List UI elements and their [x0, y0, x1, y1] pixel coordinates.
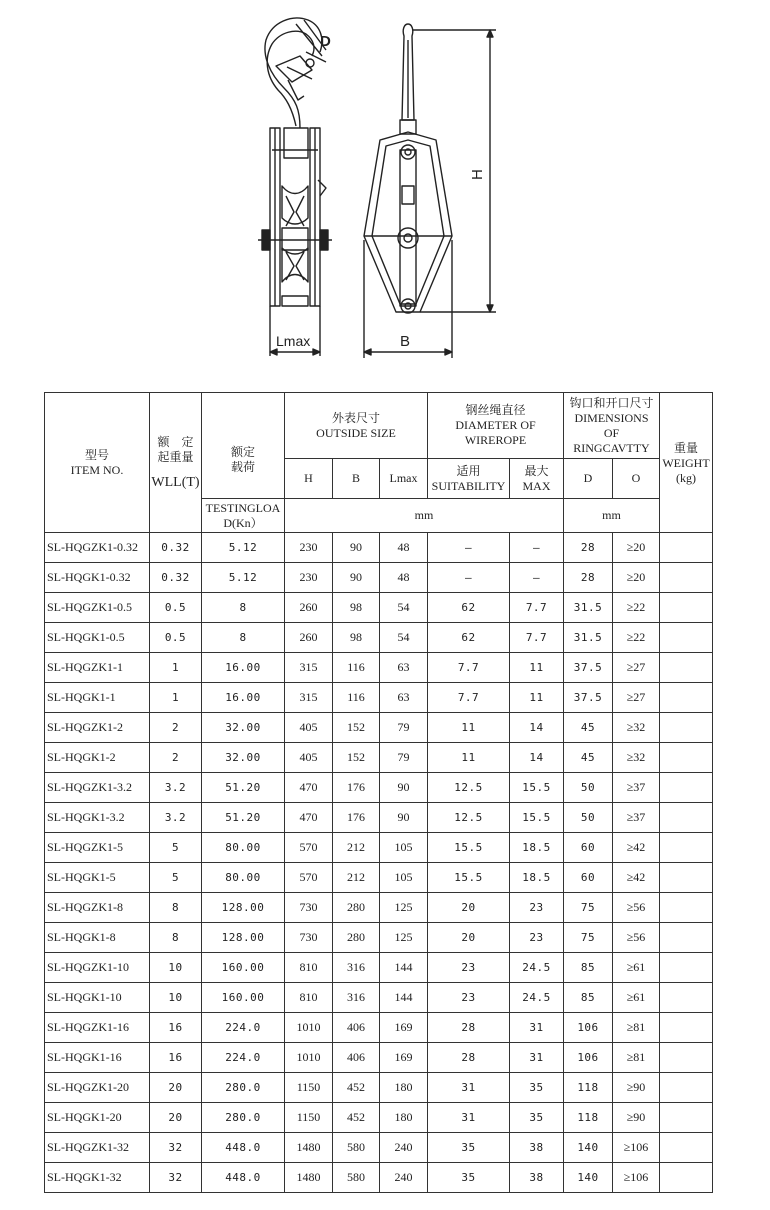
- cell-b: 98: [333, 593, 380, 623]
- header-wll: 额 定 起重量 WLL(T): [150, 393, 202, 533]
- cell-o: ≥61: [613, 983, 660, 1013]
- unit-mm-dimensions: mm: [285, 499, 564, 533]
- cell-max: 18.5: [510, 863, 564, 893]
- cell-lmax: 54: [380, 593, 428, 623]
- cell-suitability: —: [428, 563, 510, 593]
- cell-testing-load: 8: [202, 593, 285, 623]
- cell-h: 315: [285, 683, 333, 713]
- cell-h: 260: [285, 623, 333, 653]
- cell-suitability: 31: [428, 1073, 510, 1103]
- cell-b: 98: [333, 623, 380, 653]
- header-o: O: [613, 459, 660, 499]
- cell-d: 37.5: [564, 653, 613, 683]
- cell-wll: 3.2: [150, 803, 202, 833]
- dimension-label-h: H: [469, 169, 486, 180]
- table-row: [45, 623, 713, 653]
- cell-o: ≥56: [613, 893, 660, 923]
- cell-max: 24.5: [510, 983, 564, 1013]
- cell-o: ≥32: [613, 743, 660, 773]
- header-ring-cavity: 钩口和开口尺寸 DIMENSIONS OF RINGCAVTTY: [564, 393, 660, 459]
- cell-item: SL-HQGK1-0.32: [45, 563, 150, 593]
- cell-suitability: 11: [428, 743, 510, 773]
- cell-o: ≥37: [613, 803, 660, 833]
- cell-d: 60: [564, 833, 613, 863]
- cell-b: 212: [333, 833, 380, 863]
- cell-lmax: 180: [380, 1103, 428, 1133]
- dimension-label-d: D: [320, 33, 331, 50]
- cell-max: 23: [510, 923, 564, 953]
- cell-b: 176: [333, 773, 380, 803]
- table-row: [45, 833, 713, 863]
- table-row: [45, 653, 713, 683]
- cell-d: 140: [564, 1133, 613, 1163]
- cell-weight: [660, 893, 713, 923]
- cell-suitability: 62: [428, 623, 510, 653]
- cell-b: 116: [333, 653, 380, 683]
- cell-testing-load: 224.0: [202, 1043, 285, 1073]
- cell-h: 260: [285, 593, 333, 623]
- cell-item: SL-HQGK1-0.5: [45, 623, 150, 653]
- cell-lmax: 48: [380, 563, 428, 593]
- header-outside-size: 外表尺寸 OUTSIDE SIZE: [285, 393, 428, 459]
- table-row: [45, 953, 713, 983]
- cell-item: SL-HQGK1-10: [45, 983, 150, 1013]
- cell-b: 580: [333, 1133, 380, 1163]
- cell-lmax: 105: [380, 833, 428, 863]
- table-row: [45, 1043, 713, 1073]
- cell-b: 116: [333, 683, 380, 713]
- cell-max: 15.5: [510, 803, 564, 833]
- table-row: [45, 773, 713, 803]
- cell-weight: [660, 563, 713, 593]
- cell-wll: 1: [150, 653, 202, 683]
- cell-weight: [660, 1043, 713, 1073]
- cell-suitability: 23: [428, 953, 510, 983]
- cell-d: 106: [564, 1013, 613, 1043]
- cell-b: 280: [333, 893, 380, 923]
- cell-testing-load: 448.0: [202, 1133, 285, 1163]
- cell-lmax: 125: [380, 893, 428, 923]
- cell-h: 810: [285, 953, 333, 983]
- cell-lmax: 240: [380, 1133, 428, 1163]
- cell-h: 315: [285, 653, 333, 683]
- cell-item: SL-HQGK1-8: [45, 923, 150, 953]
- table-row: [45, 1073, 713, 1103]
- cell-testing-load: 5.12: [202, 533, 285, 563]
- cell-suitability: 62: [428, 593, 510, 623]
- cell-suitability: —: [428, 533, 510, 563]
- cell-wll: 32: [150, 1163, 202, 1193]
- cell-suitability: 15.5: [428, 833, 510, 863]
- header-testing-load: 额定 载荷: [202, 393, 285, 499]
- cell-testing-load: 280.0: [202, 1073, 285, 1103]
- cell-item: SL-HQGZK1-0.5: [45, 593, 150, 623]
- cell-suitability: 11: [428, 713, 510, 743]
- header-weight: 重量 WEIGHT (kg): [660, 393, 713, 533]
- cell-h: 1480: [285, 1163, 333, 1193]
- cell-testing-load: 51.20: [202, 803, 285, 833]
- cell-item: SL-HQGZK1-0.32: [45, 533, 150, 563]
- cell-max: 11: [510, 653, 564, 683]
- cell-suitability: 20: [428, 923, 510, 953]
- front-view: [364, 24, 496, 358]
- cell-o: ≥42: [613, 833, 660, 863]
- cell-testing-load: 280.0: [202, 1103, 285, 1133]
- cell-item: SL-HQGK1-3.2: [45, 803, 150, 833]
- cell-d: 85: [564, 953, 613, 983]
- cell-suitability: 28: [428, 1013, 510, 1043]
- cell-d: 75: [564, 923, 613, 953]
- cell-h: 405: [285, 743, 333, 773]
- cell-o: ≥90: [613, 1073, 660, 1103]
- specification-table: [44, 392, 713, 1193]
- table-row: [45, 1133, 713, 1163]
- cell-h: 730: [285, 923, 333, 953]
- table-row: [45, 683, 713, 713]
- cell-weight: [660, 743, 713, 773]
- pulley-block-drawing: [0, 0, 770, 375]
- cell-b: 406: [333, 1043, 380, 1073]
- cell-item: SL-HQGK1-16: [45, 1043, 150, 1073]
- cell-d: 106: [564, 1043, 613, 1073]
- cell-wll: 16: [150, 1013, 202, 1043]
- cell-o: ≥27: [613, 683, 660, 713]
- cell-weight: [660, 803, 713, 833]
- cell-o: ≥90: [613, 1103, 660, 1133]
- cell-b: 580: [333, 1163, 380, 1193]
- cell-testing-load: 16.00: [202, 653, 285, 683]
- cell-lmax: 90: [380, 773, 428, 803]
- cell-wll: 0.32: [150, 533, 202, 563]
- cell-wll: 20: [150, 1103, 202, 1133]
- cell-lmax: 144: [380, 953, 428, 983]
- cell-suitability: 12.5: [428, 803, 510, 833]
- cell-o: ≥22: [613, 623, 660, 653]
- cell-max: 38: [510, 1163, 564, 1193]
- cell-b: 176: [333, 803, 380, 833]
- cell-max: —: [510, 533, 564, 563]
- cell-weight: [660, 1163, 713, 1193]
- cell-wll: 8: [150, 893, 202, 923]
- cell-o: ≥81: [613, 1043, 660, 1073]
- cell-max: 35: [510, 1103, 564, 1133]
- cell-weight: [660, 1073, 713, 1103]
- cell-b: 152: [333, 743, 380, 773]
- cell-suitability: 28: [428, 1043, 510, 1073]
- cell-h: 730: [285, 893, 333, 923]
- cell-lmax: 79: [380, 743, 428, 773]
- cell-item: SL-HQGZK1-32: [45, 1133, 150, 1163]
- cell-max: 11: [510, 683, 564, 713]
- cell-b: 90: [333, 563, 380, 593]
- cell-weight: [660, 533, 713, 563]
- unit-mm-ring: mm: [564, 499, 660, 533]
- cell-item: SL-HQGK1-1: [45, 683, 150, 713]
- cell-d: 31.5: [564, 623, 613, 653]
- cell-o: ≥81: [613, 1013, 660, 1043]
- cell-weight: [660, 773, 713, 803]
- dimension-label-b: B: [400, 333, 411, 350]
- table-row: [45, 563, 713, 593]
- table-row: [45, 983, 713, 1013]
- cell-b: 152: [333, 713, 380, 743]
- cell-lmax: 169: [380, 1043, 428, 1073]
- cell-lmax: 144: [380, 983, 428, 1013]
- cell-h: 1010: [285, 1013, 333, 1043]
- cell-h: 570: [285, 833, 333, 863]
- cell-suitability: 20: [428, 893, 510, 923]
- cell-testing-load: 80.00: [202, 833, 285, 863]
- cell-wll: 0.5: [150, 623, 202, 653]
- cell-h: 405: [285, 713, 333, 743]
- cell-max: 31: [510, 1013, 564, 1043]
- table-row: [45, 923, 713, 953]
- cell-testing-load: 32.00: [202, 743, 285, 773]
- cell-o: ≥20: [613, 533, 660, 563]
- cell-weight: [660, 983, 713, 1013]
- cell-h: 230: [285, 533, 333, 563]
- cell-b: 90: [333, 533, 380, 563]
- cell-suitability: 12.5: [428, 773, 510, 803]
- cell-d: 37.5: [564, 683, 613, 713]
- cell-lmax: 125: [380, 923, 428, 953]
- cell-lmax: 180: [380, 1073, 428, 1103]
- cell-o: ≥22: [613, 593, 660, 623]
- cell-max: 18.5: [510, 833, 564, 863]
- cell-h: 1010: [285, 1043, 333, 1073]
- table-row: [45, 1013, 713, 1043]
- cell-d: 45: [564, 743, 613, 773]
- cell-item: SL-HQGK1-32: [45, 1163, 150, 1193]
- cell-wll: 8: [150, 923, 202, 953]
- cell-wll: 10: [150, 983, 202, 1013]
- cell-lmax: 54: [380, 623, 428, 653]
- header-lmax: Lmax: [380, 459, 428, 499]
- cell-max: 15.5: [510, 773, 564, 803]
- cell-testing-load: 448.0: [202, 1163, 285, 1193]
- cell-lmax: 105: [380, 863, 428, 893]
- cell-d: 50: [564, 803, 613, 833]
- header-h: H: [285, 459, 333, 499]
- cell-suitability: 7.7: [428, 653, 510, 683]
- table-row: [45, 713, 713, 743]
- cell-o: ≥27: [613, 653, 660, 683]
- cell-lmax: 63: [380, 653, 428, 683]
- cell-item: SL-HQGZK1-2: [45, 713, 150, 743]
- table-row: [45, 743, 713, 773]
- cell-testing-load: 80.00: [202, 863, 285, 893]
- cell-lmax: 169: [380, 1013, 428, 1043]
- cell-testing-load: 160.00: [202, 953, 285, 983]
- cell-h: 470: [285, 803, 333, 833]
- cell-d: 75: [564, 893, 613, 923]
- cell-d: 31.5: [564, 593, 613, 623]
- cell-wll: 0.32: [150, 563, 202, 593]
- cell-d: 140: [564, 1163, 613, 1193]
- cell-weight: [660, 953, 713, 983]
- cell-h: 230: [285, 563, 333, 593]
- cell-o: ≥61: [613, 953, 660, 983]
- cell-lmax: 48: [380, 533, 428, 563]
- cell-item: SL-HQGZK1-5: [45, 833, 150, 863]
- cell-item: SL-HQGK1-2: [45, 743, 150, 773]
- cell-testing-load: 51.20: [202, 773, 285, 803]
- cell-testing-load: 5.12: [202, 563, 285, 593]
- cell-weight: [660, 863, 713, 893]
- cell-d: 118: [564, 1103, 613, 1133]
- cell-o: ≥106: [613, 1133, 660, 1163]
- cell-max: 14: [510, 713, 564, 743]
- cell-o: ≥37: [613, 773, 660, 803]
- cell-testing-load: 32.00: [202, 713, 285, 743]
- cell-suitability: 35: [428, 1163, 510, 1193]
- dimension-label-lmax: Lmax: [276, 333, 311, 349]
- cell-o: ≥56: [613, 923, 660, 953]
- cell-wll: 20: [150, 1073, 202, 1103]
- cell-max: 35: [510, 1073, 564, 1103]
- cell-d: 60: [564, 863, 613, 893]
- cell-wll: 5: [150, 863, 202, 893]
- cell-testing-load: 128.00: [202, 893, 285, 923]
- cell-max: 7.7: [510, 593, 564, 623]
- cell-b: 452: [333, 1073, 380, 1103]
- cell-suitability: 15.5: [428, 863, 510, 893]
- table-row: [45, 1103, 713, 1133]
- cell-h: 1150: [285, 1103, 333, 1133]
- cell-lmax: 90: [380, 803, 428, 833]
- cell-d: 85: [564, 983, 613, 1013]
- cell-weight: [660, 1013, 713, 1043]
- header-b: B: [333, 459, 380, 499]
- cell-weight: [660, 1133, 713, 1163]
- cell-max: 14: [510, 743, 564, 773]
- cell-wll: 3.2: [150, 773, 202, 803]
- cell-max: 38: [510, 1133, 564, 1163]
- cell-wll: 10: [150, 953, 202, 983]
- cell-d: 45: [564, 713, 613, 743]
- cell-o: ≥20: [613, 563, 660, 593]
- cell-h: 810: [285, 983, 333, 1013]
- cell-wll: 2: [150, 743, 202, 773]
- cell-b: 452: [333, 1103, 380, 1133]
- cell-weight: [660, 683, 713, 713]
- cell-h: 470: [285, 773, 333, 803]
- cell-testing-load: 8: [202, 623, 285, 653]
- side-view: [258, 18, 332, 356]
- cell-d: 50: [564, 773, 613, 803]
- cell-weight: [660, 593, 713, 623]
- header-item-no: 型号 ITEM NO.: [45, 393, 150, 533]
- cell-lmax: 240: [380, 1163, 428, 1193]
- table-row: [45, 533, 713, 563]
- cell-wll: 1: [150, 683, 202, 713]
- cell-lmax: 79: [380, 713, 428, 743]
- cell-item: SL-HQGZK1-16: [45, 1013, 150, 1043]
- cell-h: 570: [285, 863, 333, 893]
- cell-item: SL-HQGZK1-1: [45, 653, 150, 683]
- cell-h: 1480: [285, 1133, 333, 1163]
- cell-max: 31: [510, 1043, 564, 1073]
- cell-wll: 5: [150, 833, 202, 863]
- cell-suitability: 7.7: [428, 683, 510, 713]
- cell-max: —: [510, 563, 564, 593]
- cell-lmax: 63: [380, 683, 428, 713]
- cell-max: 24.5: [510, 953, 564, 983]
- cell-weight: [660, 923, 713, 953]
- cell-b: 212: [333, 863, 380, 893]
- cell-d: 28: [564, 533, 613, 563]
- cell-max: 7.7: [510, 623, 564, 653]
- cell-wll: 32: [150, 1133, 202, 1163]
- cell-suitability: 31: [428, 1103, 510, 1133]
- cell-item: SL-HQGZK1-10: [45, 953, 150, 983]
- cell-testing-load: 160.00: [202, 983, 285, 1013]
- cell-testing-load: 16.00: [202, 683, 285, 713]
- cell-item: SL-HQGK1-20: [45, 1103, 150, 1133]
- cell-item: SL-HQGZK1-8: [45, 893, 150, 923]
- cell-b: 316: [333, 953, 380, 983]
- cell-wll: 16: [150, 1043, 202, 1073]
- cell-d: 118: [564, 1073, 613, 1103]
- header-max: 最大 MAX: [510, 459, 564, 499]
- cell-wll: 2: [150, 713, 202, 743]
- table-row: [45, 1163, 713, 1193]
- cell-item: SL-HQGK1-5: [45, 863, 150, 893]
- header-testing-load-en: TESTINGLOA D(Kn）: [202, 499, 285, 533]
- header-suitability: 适用 SUITABILITY: [428, 459, 510, 499]
- cell-testing-load: 128.00: [202, 923, 285, 953]
- cell-testing-load: 224.0: [202, 1013, 285, 1043]
- cell-suitability: 23: [428, 983, 510, 1013]
- cell-suitability: 35: [428, 1133, 510, 1163]
- cell-o: ≥106: [613, 1163, 660, 1193]
- cell-weight: [660, 623, 713, 653]
- cell-item: SL-HQGZK1-20: [45, 1073, 150, 1103]
- table-row: [45, 803, 713, 833]
- table-row: [45, 593, 713, 623]
- cell-b: 316: [333, 983, 380, 1013]
- cell-weight: [660, 713, 713, 743]
- cell-weight: [660, 833, 713, 863]
- header-d: D: [564, 459, 613, 499]
- cell-weight: [660, 1103, 713, 1133]
- table-row: [45, 893, 713, 923]
- cell-wll: 0.5: [150, 593, 202, 623]
- cell-h: 1150: [285, 1073, 333, 1103]
- cell-o: ≥42: [613, 863, 660, 893]
- table-row: [45, 863, 713, 893]
- cell-o: ≥32: [613, 713, 660, 743]
- cell-weight: [660, 653, 713, 683]
- cell-b: 406: [333, 1013, 380, 1043]
- cell-item: SL-HQGZK1-3.2: [45, 773, 150, 803]
- cell-d: 28: [564, 563, 613, 593]
- cell-max: 23: [510, 893, 564, 923]
- cell-b: 280: [333, 923, 380, 953]
- header-wire-rope-diameter: 钢丝绳直径 DIAMETER OF WIREROPE: [428, 393, 564, 459]
